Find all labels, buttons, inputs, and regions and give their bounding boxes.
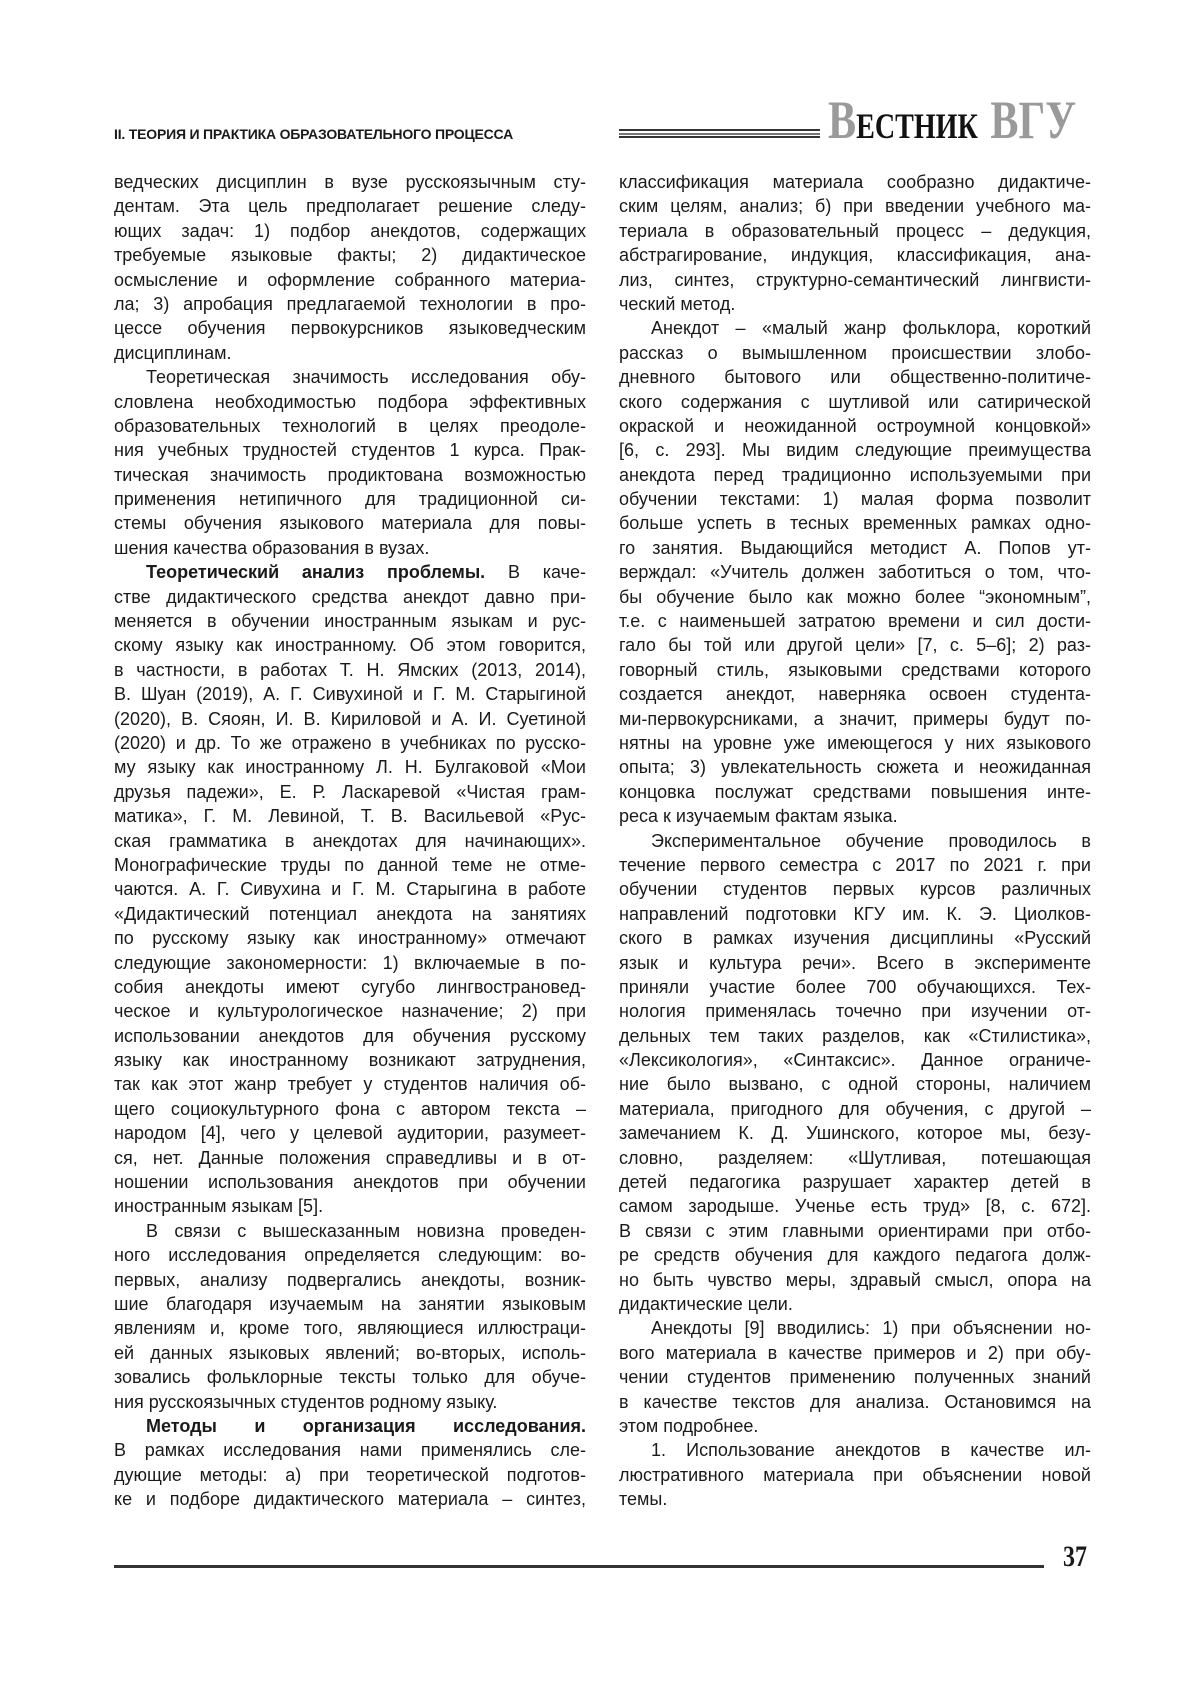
text-line: (2020), В. Сяоян, И. В. Кириловой и А. И. Суетиной <box>114 707 586 731</box>
text-line: меняется в обучении иностранным языкам и рус- <box>114 609 586 633</box>
text-line: ского содержания с шутливой или сатирической <box>619 390 1091 414</box>
text-line: ведческих дисциплин в вузе русскоязычным сту- <box>114 170 586 194</box>
left-column <box>114 170 586 1511</box>
text-line: дидактические цели. <box>619 1292 1091 1316</box>
text-line: Монографические труды по данной теме не отме- <box>114 853 586 877</box>
text-line: язык и культура речи». Всего в эксперименте <box>619 951 1091 975</box>
text-line: ке и подборе дидактического материала – синтез, <box>114 1487 586 1511</box>
text-line: темы. <box>619 1487 1091 1511</box>
right-column <box>619 170 1091 1511</box>
text-line: собия анекдоты имеют сугубо лингвострановед- <box>114 975 586 999</box>
line-text: В каче- <box>485 562 586 582</box>
text-line: замечанием К. Д. Ушинского, которое мы, безу- <box>619 1121 1091 1145</box>
text-line: лиз, синтез, структурно-семантический лингвисти- <box>619 268 1091 292</box>
text-line: друзья падежи», Е. Р. Ласкаревой «Чистая грам- <box>114 780 586 804</box>
paragraph <box>619 1316 1091 1438</box>
text-line: языку как иностранному возникают затруднения, <box>114 1048 586 1072</box>
text-line: дельных тем таких разделов, как «Стилистика», <box>619 1024 1091 1048</box>
text-line: [6, с. 293]. Мы видим следующие преимущества <box>619 438 1091 462</box>
text-line: Анекдот – «малый жанр фольклора, короткий <box>619 316 1091 340</box>
text-line: Экспериментальное обучение проводилось в <box>619 829 1091 853</box>
text-line: больше успеть в тесных временных рамках одно- <box>619 511 1091 535</box>
text-line: зовались фольклорные тексты только для обуче- <box>114 1365 586 1389</box>
text-line: гало бы той или другой цели» [7, с. 5–6]; 2) раз- <box>619 633 1091 657</box>
text-line: в частности, в работах Т. Н. Ямских (2013, 2014), <box>114 658 586 682</box>
text-line: обучении текстами: 1) малая форма позволит <box>619 487 1091 511</box>
text-line: В. Шуан (2019), А. Г. Сивухиной и Г. М. Старыгиной <box>114 682 586 706</box>
text-line: дневного бытового или общественно-политиче- <box>619 365 1091 389</box>
text-line: опыта; 3) увлекательность сюжета и неожиданная <box>619 755 1091 779</box>
text-line: (2020) и др. То же отражено в учебниках по русско- <box>114 731 586 755</box>
page-number: 37 <box>1063 1540 1087 1574</box>
text-line: ния русскоязычных студентов родному языку. <box>114 1390 586 1414</box>
header-rule <box>619 129 820 138</box>
text-line: верждал: «Учитель должен заботиться о том, что- <box>619 560 1091 584</box>
logo-vgu: ВГУ <box>990 90 1076 150</box>
text-line: создается анекдот, наверняка освоен студента- <box>619 682 1091 706</box>
text-line <box>114 1414 586 1438</box>
text-line: ческий метод. <box>619 292 1091 316</box>
text-line: «Дидактический потенциал анекдота на занятиях <box>114 902 586 926</box>
text-line: го занятия. Выдающийся методист А. Попов ут- <box>619 536 1091 560</box>
text-line: чении студентов применению полученных знаний <box>619 1365 1091 1389</box>
text-line: шения качества образования в вузах. <box>114 536 586 560</box>
text-line: детей педагогика разрушает характер детей в <box>619 1170 1091 1194</box>
text-line: му языку как иностранному Л. Н. Булгаковой «Мои <box>114 755 586 779</box>
text-line: вого материала в качестве примеров и 2) при обу- <box>619 1341 1091 1365</box>
paragraph <box>114 365 586 560</box>
text-line: ла; 3) апробация предлагаемой технологии в про- <box>114 292 586 316</box>
text-line: по русскому языку как иностранному» отмечают <box>114 926 586 950</box>
text-line: этом подробнее. <box>619 1414 1091 1438</box>
footer-rule <box>114 1565 1044 1568</box>
text-line <box>114 560 586 584</box>
text-line: явлениям и, кроме того, являющиеся иллюстраци- <box>114 1316 586 1340</box>
paragraph <box>619 829 1091 1317</box>
text-line: дисциплинам. <box>114 341 586 365</box>
text-line: щего социокультурного фона с автором текста – <box>114 1097 586 1121</box>
text-line: словлена необходимостью подбора эффективных <box>114 390 586 414</box>
bold-heading: Теоретический анализ проблемы. <box>146 562 485 582</box>
text-line: ми-первокурсниками, а значит, примеры будут по- <box>619 707 1091 731</box>
text-line: ношении использования анекдотов при обучении <box>114 1170 586 1194</box>
text-line: шие благодаря изучаемым на занятии языковым <box>114 1292 586 1316</box>
text-line: окраской и неожиданной остроумной концовкой» <box>619 414 1091 438</box>
text-line: говорный стиль, языковыми средствами которого <box>619 658 1091 682</box>
text-line: нятны на уровне уже имеющегося у них языкового <box>619 731 1091 755</box>
text-line: «Лексикология», «Синтаксис». Данное ограниче- <box>619 1048 1091 1072</box>
text-line: иностранным языкам [5]. <box>114 1194 586 1218</box>
text-line: стве дидактического средства анекдот давно при- <box>114 585 586 609</box>
text-line: цессе обучения первокурсников языковедческим <box>114 316 586 340</box>
text-line: чаются. А. Г. Сивухина и Г. М. Старыгина в работе <box>114 877 586 901</box>
text-line: ская грамматика в анекдотах для начинающих». <box>114 829 586 853</box>
text-line: ре средств обучения для каждого педагога долж- <box>619 1243 1091 1267</box>
text-line: следующие закономерности: 1) включаемые в по- <box>114 951 586 975</box>
text-line: ским целям, анализ; б) при введении учебного ма- <box>619 194 1091 218</box>
text-line: т.е. с наименьшей затратою времени и сил дости- <box>619 609 1091 633</box>
text-line: абстрагирование, индукция, классификация, ана- <box>619 243 1091 267</box>
text-line: ся, нет. Данные положения справедливы и в от- <box>114 1146 586 1170</box>
logo-rest: ЕСТНИК <box>856 106 978 146</box>
text-line: бы обучение было как можно более “экономным”, <box>619 585 1091 609</box>
text-line: дентам. Эта цель предполагает решение следу- <box>114 194 586 218</box>
section-title: II. ТЕОРИЯ И ПРАКТИКА ОБРАЗОВАТЕЛЬНОГО ПРОЦЕССА <box>114 126 513 142</box>
journal-logo <box>828 98 1034 142</box>
text-line: Теоретическая значимость исследования обу- <box>114 365 586 389</box>
text-line: использовании анекдотов для обучения русскому <box>114 1024 586 1048</box>
text-line: самом зародыше. Ученье есть труд» [8, с. 672]. <box>619 1194 1091 1218</box>
text-line: народом [4], чего у целевой аудитории, разумеет- <box>114 1121 586 1145</box>
text-line: приняли участие более 700 обучающихся. Тех- <box>619 975 1091 999</box>
text-line: стемы обучения языкового материала для повы- <box>114 511 586 535</box>
text-line: словно, разделяем: «Шутливая, потешающая <box>619 1146 1091 1170</box>
bold-heading: Методы и организация исследования. <box>146 1416 586 1436</box>
text-line: реса к изучаемым фактам языка. <box>619 804 1091 828</box>
text-line: дующие методы: а) при теоретической подготов- <box>114 1463 586 1487</box>
text-line: нология применялась точечно при изучении от- <box>619 999 1091 1023</box>
paragraph <box>619 1438 1091 1511</box>
text-line: матика», Г. М. Левиной, Т. В. Васильевой «Рус- <box>114 804 586 828</box>
text-line: материала, пригодного для обучения, с другой – <box>619 1097 1091 1121</box>
text-line: люстративного материала при объяснении новой <box>619 1463 1091 1487</box>
text-line: ния учебных трудностей студентов 1 курса. Прак- <box>114 438 586 462</box>
text-line: ческое и культурологическое назначение; 2) при <box>114 999 586 1023</box>
text-line: ющих задач: 1) подбор анекдотов, содержащих <box>114 219 586 243</box>
logo-initial: В <box>828 90 856 150</box>
text-line: направлений подготовки КГУ им. К. Э. Циолков- <box>619 902 1091 926</box>
text-line: осмысление и оформление собранного материа- <box>114 268 586 292</box>
text-line: но быть чувство меры, здравый смысл, опора на <box>619 1268 1091 1292</box>
text-line: обучении студентов первых курсов различных <box>619 877 1091 901</box>
text-line: рассказ о вымышленном происшествии злобо- <box>619 341 1091 365</box>
text-line: 1. Использование анекдотов в качестве ил- <box>619 1438 1091 1462</box>
text-line: В рамках исследования нами применялись сле- <box>114 1438 586 1462</box>
text-line: тическая значимость продиктована возможностью <box>114 463 586 487</box>
text-line: Анекдоты [9] вводились: 1) при объяснении но- <box>619 1316 1091 1340</box>
paragraph <box>114 1219 586 1414</box>
paragraph <box>114 170 586 365</box>
text-line: классификация материала сообразно дидактиче- <box>619 170 1091 194</box>
text-line: образовательных технологий в целях преодоле- <box>114 414 586 438</box>
text-line: скому языку как иностранному. Об этом говорится, <box>114 633 586 657</box>
text-line: течение первого семестра с 2017 по 2021 г. при <box>619 853 1091 877</box>
text-line: применения нетипичного для традиционной си- <box>114 487 586 511</box>
paragraph <box>114 560 586 1219</box>
text-line: териала в образовательный процесс – дедукция, <box>619 219 1091 243</box>
text-line: первых, анализу подвергались анекдоты, возник- <box>114 1268 586 1292</box>
text-line: ного исследования определяется следующим: во- <box>114 1243 586 1267</box>
text-line: в качестве текстов для анализа. Остановимся на <box>619 1390 1091 1414</box>
paragraph <box>114 1414 586 1512</box>
text-line: ей данных языковых явлений; во-вторых, исполь- <box>114 1341 586 1365</box>
paragraph <box>619 170 1091 316</box>
text-line: В связи с вышесказанным новизна проведен- <box>114 1219 586 1243</box>
text-line: ние было вызвано, с одной стороны, наличием <box>619 1072 1091 1096</box>
text-line: концовка послужат средствами повышения инте- <box>619 780 1091 804</box>
text-line: требуемые языковые факты; 2) дидактическое <box>114 243 586 267</box>
text-line: так как этот жанр требует у студентов наличия об- <box>114 1072 586 1096</box>
paragraph <box>619 316 1091 828</box>
text-line: ского в рамках изучения дисциплины «Русский <box>619 926 1091 950</box>
text-line: В связи с этим главными ориентирами при отбо- <box>619 1219 1091 1243</box>
text-line: анекдота перед традиционно используемыми при <box>619 463 1091 487</box>
